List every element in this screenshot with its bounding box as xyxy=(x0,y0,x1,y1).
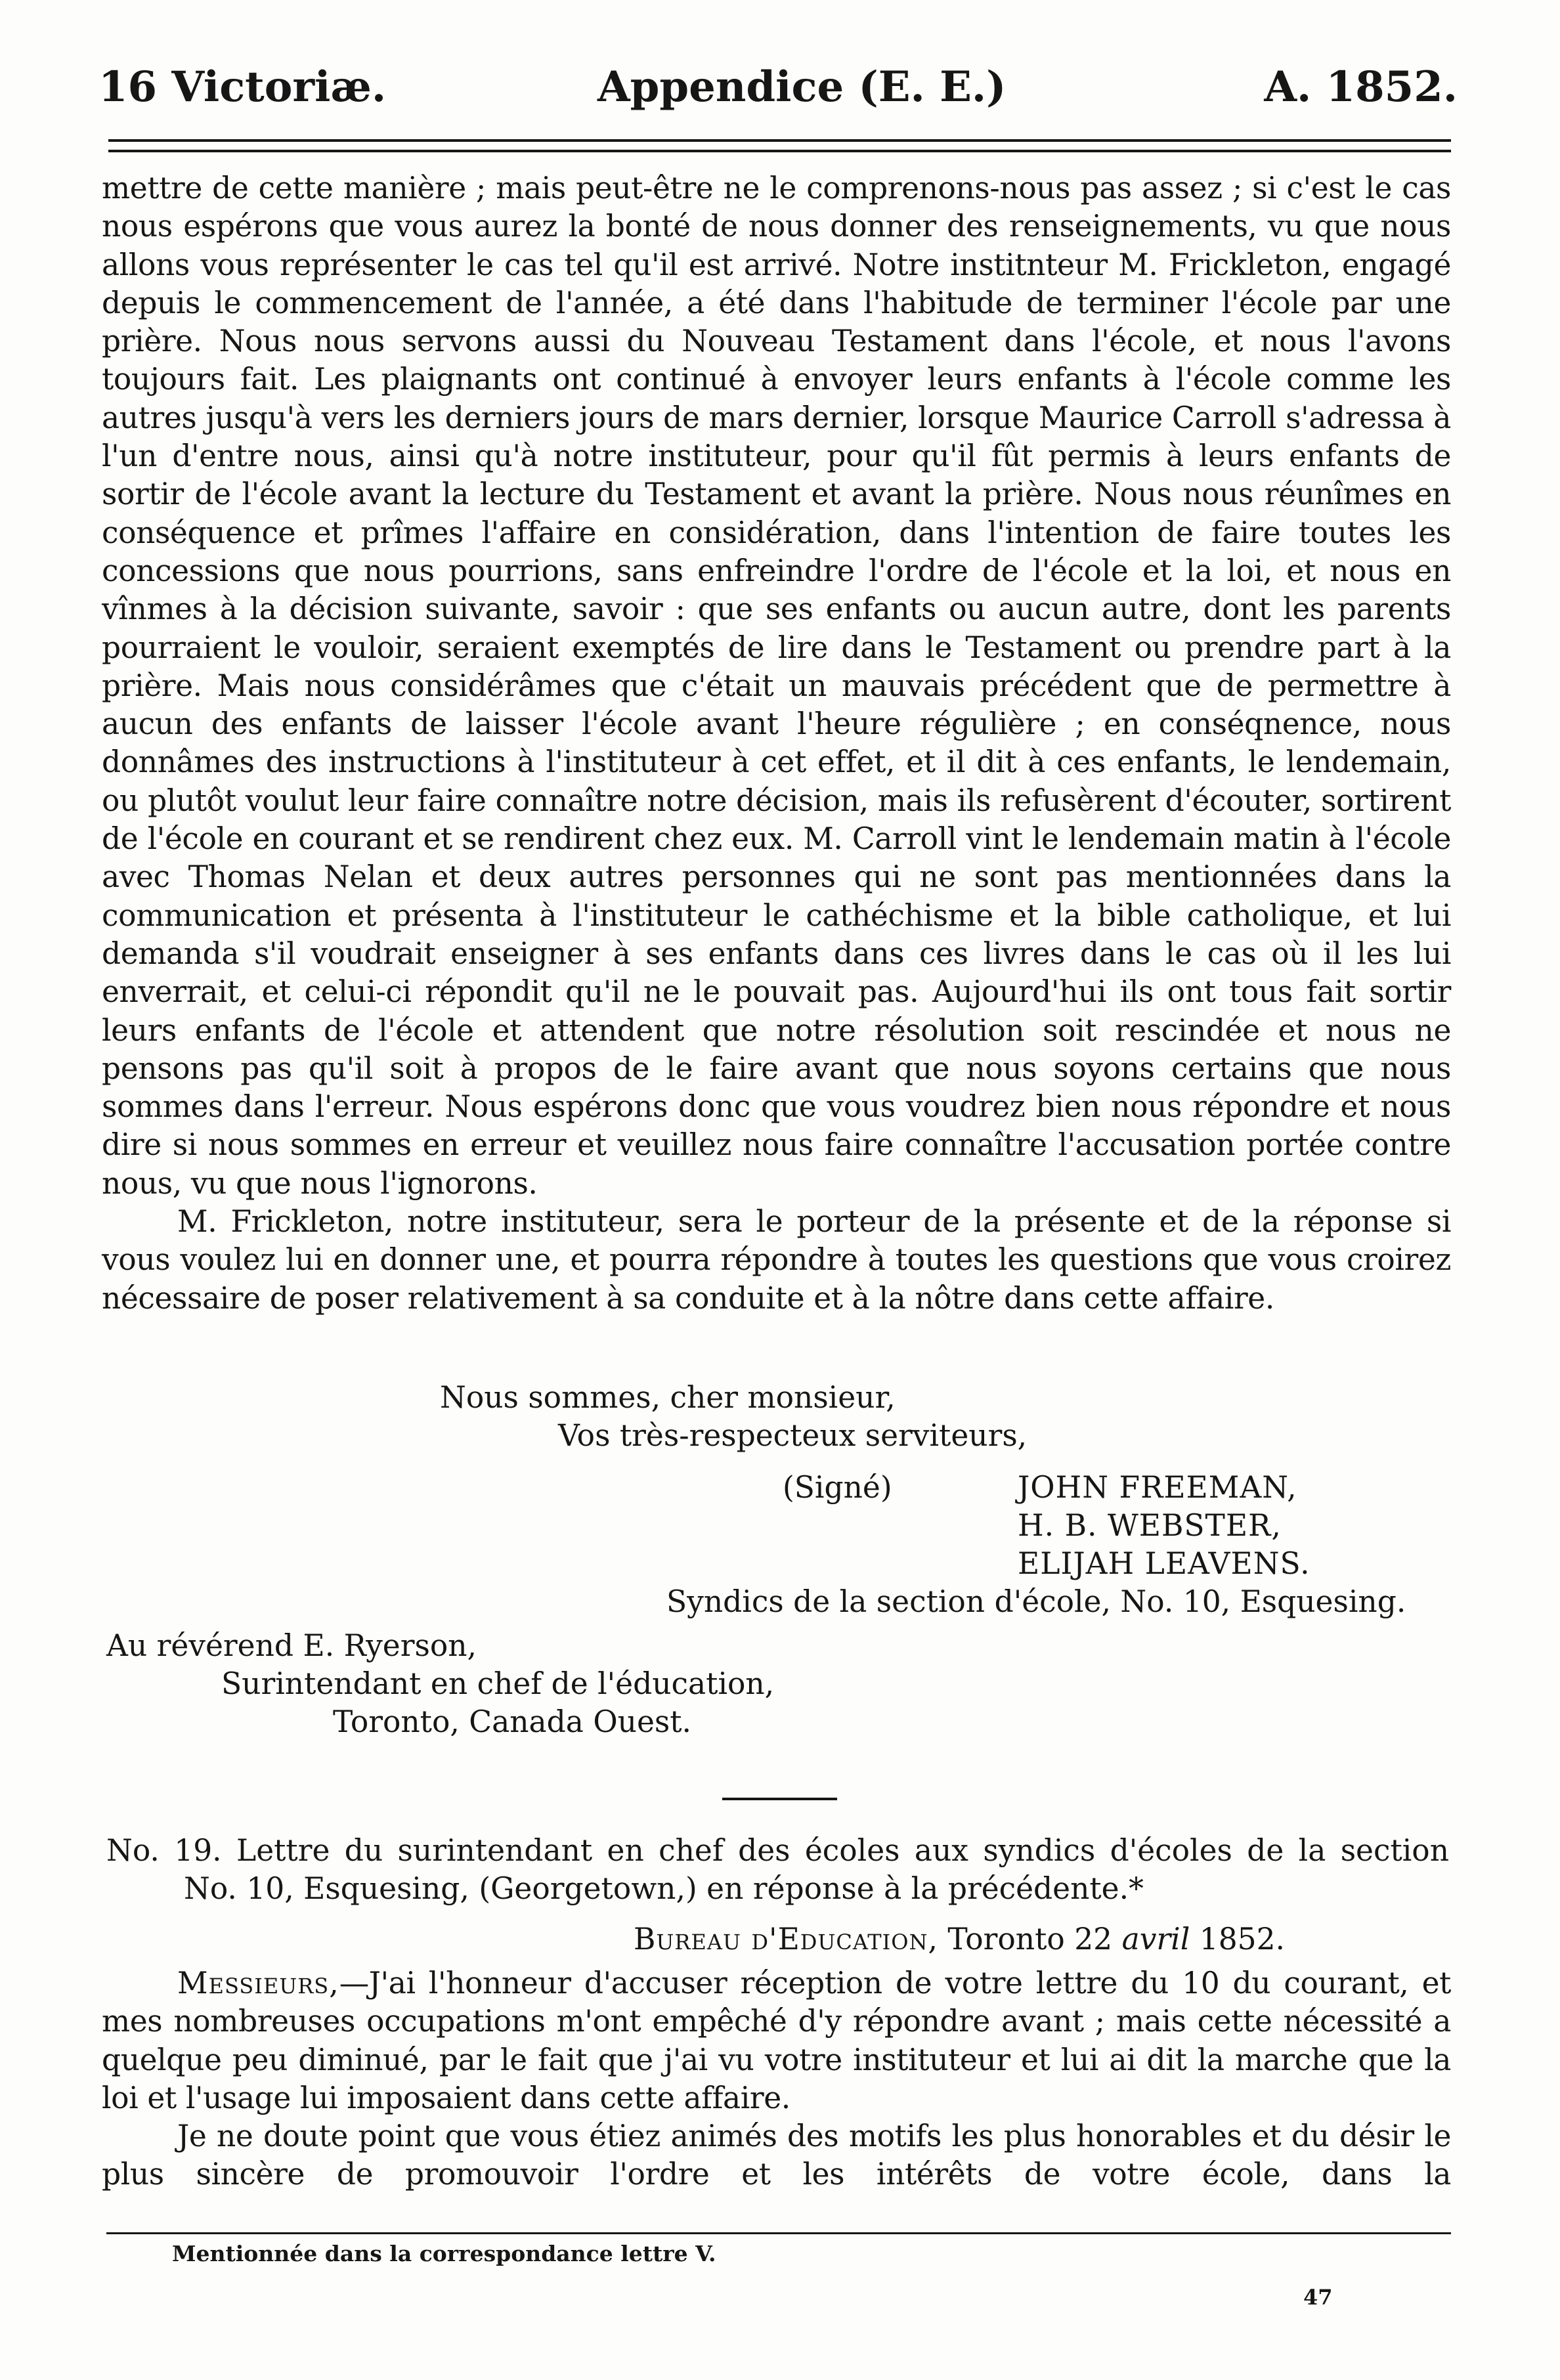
signed-label: (Signé) xyxy=(783,1470,892,1505)
dateline-day: 22 xyxy=(1074,1922,1113,1957)
running-header xyxy=(98,51,1458,123)
dateline-year: 1852. xyxy=(1199,1922,1286,1957)
letter2-heading xyxy=(106,1832,1449,1908)
dateline-place: Toronto xyxy=(947,1922,1065,1957)
signatory-2: H. B. WEBSTER, xyxy=(1018,1508,1282,1543)
addressee-line-2: Surintendant en chef de l'éducation, xyxy=(221,1666,775,1701)
closing-line-2: Vos très-respecteux serviteurs, xyxy=(558,1418,1028,1453)
dateline-bureau: Bureau d'Education, xyxy=(634,1922,938,1957)
footnote-rule xyxy=(106,2232,1451,2234)
letter1-paragraph-1: mettre de cette manière ; mais peut-être ne le comprenons-nous pas assez ; si c'est le cas nous espérons que vous aurez la bonté de nous donner des renseignements, vu que nous allons vous représenter le cas tel qu'il est arrivé. Notre institnteur M. Frickleton, engagé depuis le commencement de l'année, a été dans l'habitude de terminer l'école par une prière. Nous nous servons aussi du Nouveau Testament dans l'école, et nous l'avons toujours fait. Les plaignants ont continué à envoyer leurs enfants à l'école comme les autres jusqu'à vers les derniers jours de mars dernier, lorsque Maurice Carroll s'adressa à l'un d'entre nous, ainsi qu'à notre instituteur, pour qu'il fût permis à leurs enfants de sortir de l'école avant la lecture du Testament et avant la prière. Nous nous réunîmes en conséquence et prîmes l'affaire en considération, dans l'intention de faire toutes les concessions que nous pourrions, sans enfreindre l'ordre de l'école et la loi, et nous en vînmes à la décision suivante, savoir : que ses enfants ou aucun autre, dont les parents pourraient le vouloir, seraient exemptés de lire dans le Testament ou prendre part à la prière. Mais nous considérâmes que c'était un mauvais précédent que de permettre à aucun des enfants de laisser l'école avant l'heure régulière ; en conséqnence, nous donnâmes des instructions à l'instituteur à cet effet, et il dit à ces enfants, le lendemain, ou plutôt voulut leur faire connaître notre décision, mais ils refusèrent d'écouter, sortirent de l'école en courant et se rendirent chez eux. M. Carroll vint le lendemain matin à l'école avec Thomas Nelan et deux autres personnes qui ne sont pas mentionnées dans la communication et présenta à l'instituteur le cathéchisme et la bible catholique, et lui demanda s'il voudrait enseigner à ses enfants dans ces livres dans le cas où il les lui enverrait, et celui-ci répondit qu'il ne le pouvait pas. Aujourd'hui ils ont tous fait sortir leurs enfants de l'école et attendent que notre résolution soit rescindée et nous ne pensons pas qu'il soit à propos de le faire avant que nous soyons certains que nous sommes dans l'erreur. Nous espérons donc que vous voudrez bien nous répondre et nous dire si nous sommes en erreur et veuillez nous faire connaître l'accusation portée contre nous, vu que nous l'ignorons. xyxy=(102,171,1451,1201)
addressee-line-3: Toronto, Canada Ouest. xyxy=(333,1704,691,1739)
signatory-3: ELIJAH LEAVENS. xyxy=(1018,1546,1311,1581)
header-year: A. 1852. xyxy=(1264,62,1458,112)
letter2-paragraph-2: Je ne doute point que vous étiez animés des motifs les plus honorables et du désir le plus sincère de promouvoir l'ordre et les intérêts de votre école, dans la xyxy=(102,2119,1451,2192)
letter2-paragraph-1 xyxy=(102,1964,1451,2117)
addressee-line-1: Au révérend E. Ryerson, xyxy=(106,1628,477,1663)
letter2-heading-line-1: No. 19. Lettre du surintendant en chef des écoles aux syndics d'écoles de la section xyxy=(106,1833,1449,1868)
letter2-dateline xyxy=(634,1920,1285,1958)
letter1-paragraph-2: M. Frickleton, notre instituteur, sera le porteur de la présente et de la réponse si vous voulez lui en donner une, et pourra répondre à toutes les questions que vous croirez nécessaire de poser relativement à sa conduite et à la nôtre dans cette affaire. xyxy=(102,1204,1451,1316)
letter2-paragraph-1-text: —J'ai l'honneur d'accuser réception de votre lettre du 10 du courant, et mes nombreuses occupations m'ont empêché d'y répondre avant ; mais cette nécessité a quelque peu diminué, par le fait que j'ai vu votre instituteur et lui ai dit la marche que la loi et l'usage lui imposaient dans cette affaire. xyxy=(102,1966,1451,2115)
letter1-body xyxy=(102,169,1451,1318)
header-regnal-year: 16 Victoriæ. xyxy=(98,62,387,112)
page-folio: 47 xyxy=(1303,2285,1333,2310)
closing-line-1: Nous sommes, cher monsieur, xyxy=(440,1380,896,1415)
signatory-title: Syndics de la section d'école, No. 10, Esquesing. xyxy=(666,1584,1406,1619)
header-double-rule xyxy=(108,139,1451,152)
letter2-body xyxy=(102,1964,1451,2194)
letter1-closing xyxy=(440,1379,1027,1455)
footnote: Mentionnée dans la correspondance lettre V. xyxy=(172,2241,716,2266)
signatories xyxy=(1018,1469,1311,1583)
signatory-1: JOHN FREEMAN, xyxy=(1018,1470,1297,1505)
section-separator-rule xyxy=(722,1798,837,1800)
salutation: Messieurs, xyxy=(177,1966,339,2001)
letter2-heading-line-2: No. 10, Esquesing, (Georgetown,) en réponse à la précédente.* xyxy=(184,1871,1144,1906)
letter1-addressee xyxy=(106,1627,774,1741)
dateline-month: avril xyxy=(1121,1922,1190,1957)
header-appendix: Appendice (E. E.) xyxy=(597,62,1007,112)
